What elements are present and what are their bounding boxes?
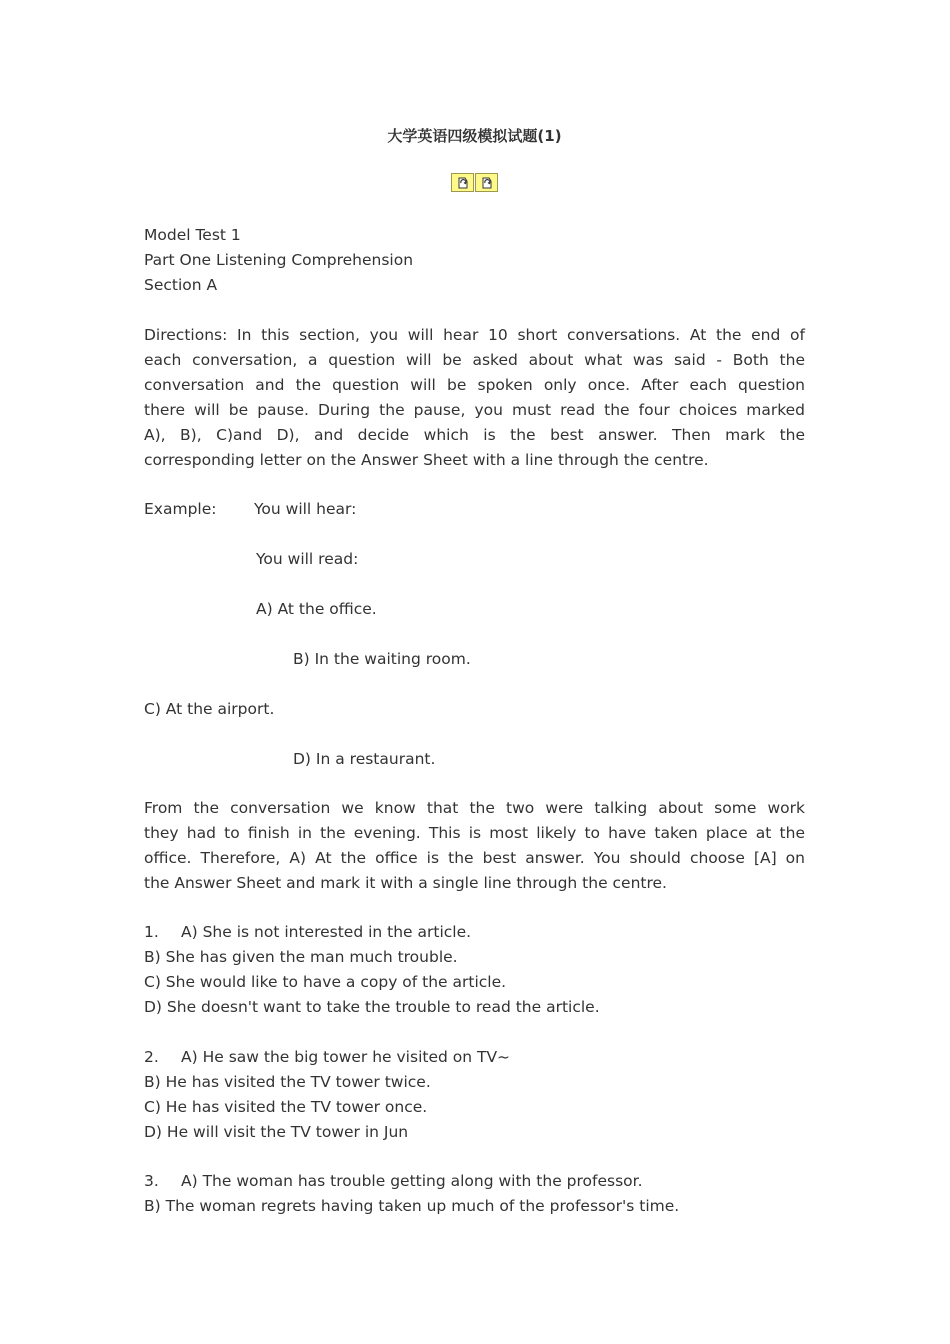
- directions-paragraph: [144, 323, 805, 473]
- question-number: 3.: [144, 1172, 159, 1190]
- directions-line: corresponding letter on the Answer Sheet with a line through the centre.: [144, 451, 709, 469]
- question-option: B) She has given the man much trouble.: [144, 948, 458, 966]
- page-flip-icon[interactable]: [451, 173, 474, 192]
- explanation-line: they had to finish in the evening. This is most likely to have taken place at the: [144, 824, 805, 842]
- explanation-line: office. Therefore, A) At the office is the best answer. You should choose [A] on: [144, 849, 805, 867]
- model-test-label: Model Test 1: [144, 226, 241, 244]
- directions-line: A), B), C)and D), and decide which is the best answer. Then mark the: [144, 426, 805, 444]
- question-number: 2.: [144, 1048, 159, 1066]
- directions-line: there will be pause. During the pause, you must read the four choices marked: [144, 401, 805, 419]
- question-option: C) He has visited the TV tower once.: [144, 1098, 428, 1116]
- example-option-a: A) At the office.: [256, 600, 377, 618]
- question-option: A) She is not interested in the article.: [181, 923, 472, 941]
- you-will-hear-label: You will hear:: [254, 500, 357, 518]
- page-title: 大学英语四级模拟试题(1): [387, 127, 562, 145]
- question-option: A) He saw the big tower he visited on TV~: [181, 1048, 511, 1066]
- question-option: B) He has visited the TV tower twice.: [144, 1073, 431, 1091]
- directions-line: Directions: In this section, you will hear 10 short conversations. At the end of: [144, 326, 805, 344]
- page-flip-icon[interactable]: [475, 173, 498, 192]
- question-number: 1.: [144, 923, 159, 941]
- explanation-line: the Answer Sheet and mark it with a single line through the centre.: [144, 874, 667, 892]
- directions-line: conversation and the question will be spoken only once. After each question: [144, 376, 805, 394]
- question-option: D) He will visit the TV tower in Jun: [144, 1123, 409, 1141]
- example-option-b: B) In the waiting room.: [293, 650, 471, 668]
- question-option: C) She would like to have a copy of the article.: [144, 973, 507, 991]
- example-label: Example:: [144, 500, 217, 518]
- section-heading: Section A: [144, 276, 218, 294]
- example-option-d: D) In a restaurant.: [293, 750, 436, 768]
- explanation-line: From the conversation we know that the two were talking about some work: [144, 799, 805, 817]
- you-will-read-label: You will read:: [256, 550, 359, 568]
- icon-group: [451, 173, 499, 192]
- part-heading: Part One Listening Comprehension: [144, 251, 414, 269]
- question-option: D) She doesn't want to take the trouble to read the article.: [144, 998, 600, 1016]
- question-option: B) The woman regrets having taken up much of the professor's time.: [144, 1197, 680, 1215]
- explanation-paragraph: [144, 796, 805, 896]
- example-option-c: C) At the airport.: [144, 700, 275, 718]
- question-option: A) The woman has trouble getting along with the professor.: [181, 1172, 643, 1190]
- directions-line: each conversation, a question will be asked about what was said - Both the: [144, 351, 805, 369]
